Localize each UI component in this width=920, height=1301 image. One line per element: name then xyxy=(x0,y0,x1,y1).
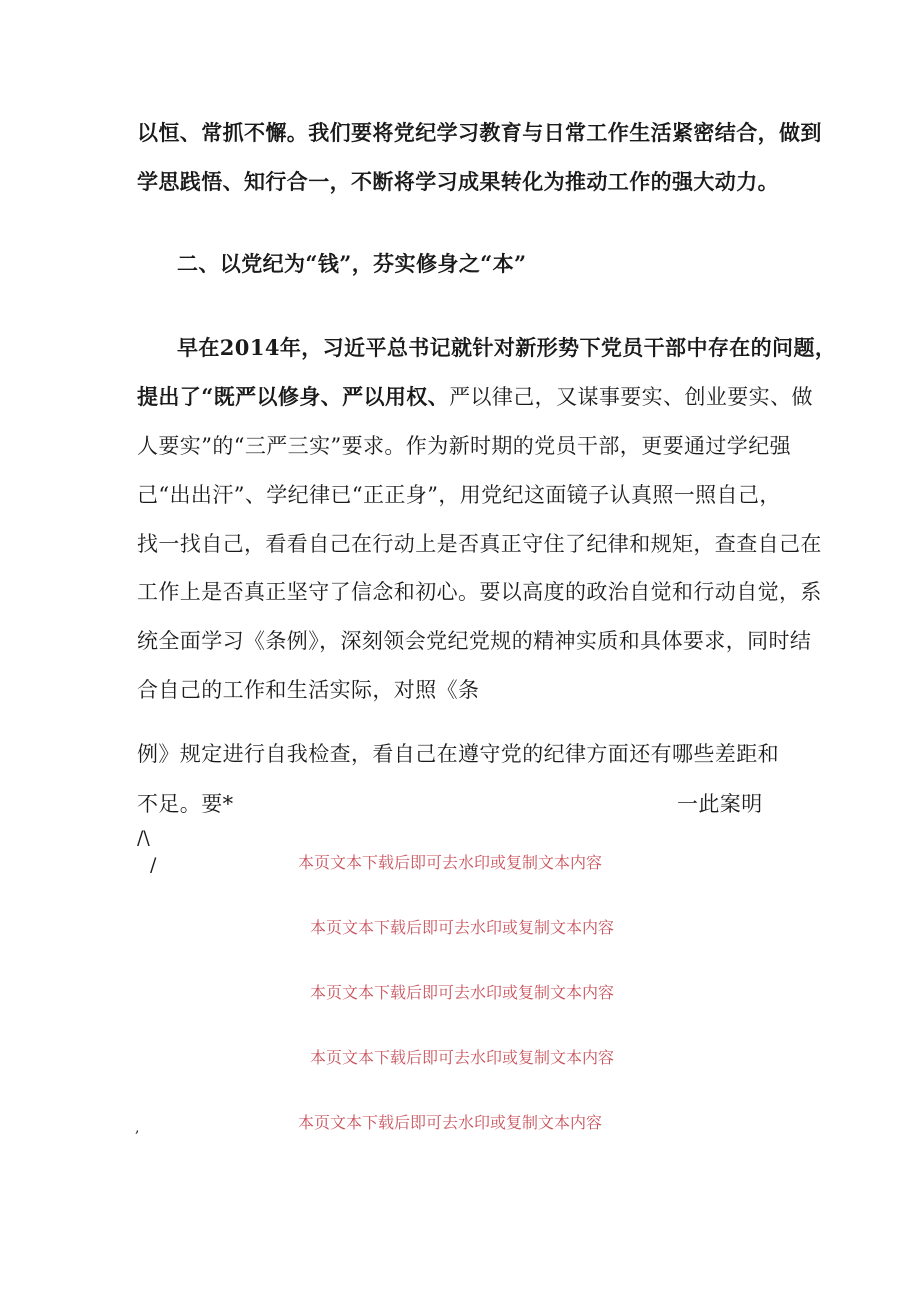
paragraph-line: 人要实”的“三严三实”要求。作为新时期的党员干部，更要通过学纪强 xyxy=(137,434,792,458)
paragraph-line: 合自己的工作和生活实际，对照《条 xyxy=(137,678,480,702)
watermark-text: 本页文本下载后即可去水印或复制文本内容 xyxy=(298,853,603,872)
stray-glyph: , xyxy=(135,1120,140,1136)
section-heading: 二、以党纪为“钱”，芬实修身之“本” xyxy=(177,251,527,276)
paragraph-line: 工作上是否真正坚守了信念和初心。要以高度的政治自觉和行动自觉，系 xyxy=(137,580,822,604)
bold-span: 提出了“既严以修身、严以用权、 xyxy=(137,384,450,409)
stray-glyph: /\ xyxy=(137,827,150,849)
paragraph-line: 己“出出汗”、学纪律已“正正身”，用党纪这面镜子认真照一照自己， xyxy=(137,483,781,507)
paragraph-line: 以恒、常抓不懈。我们要将党纪学习教育与日常工作生活紧密结合，做到 xyxy=(137,120,822,145)
stray-glyph: / xyxy=(150,854,157,876)
watermark-text: 本页文本下载后即可去水印或复制文本内容 xyxy=(310,1048,615,1067)
paragraph-line: 统全面学习《条例》，深刻领会党纪党规的精神实质和具体要求，同时结 xyxy=(137,629,812,653)
paragraph-line: 早在2014年，习近平总书记就针对新形势下党员干部中存在的问题， xyxy=(177,335,837,360)
watermark-text: 本页文本下载后即可去水印或复制文本内容 xyxy=(298,1113,603,1132)
paragraph-line xyxy=(137,382,813,412)
paragraph-line: 不足。要* xyxy=(137,792,234,816)
watermark-text: 本页文本下载后即可去水印或复制文本内容 xyxy=(310,983,615,1002)
paragraph-line: 学思践悟、知行合一，不断将学习成果转化为推动工作的强大动力。 xyxy=(137,169,779,194)
watermark-text: 本页文本下载后即可去水印或复制文本内容 xyxy=(310,918,615,937)
paragraph-line: 例》规定进行自我检查，看自己在遵守党的纪律方面还有哪些差距和 xyxy=(137,742,779,766)
regular-span: 严以律己，又谋事要实、创业要实、做 xyxy=(449,385,813,409)
paragraph-line-fragment: 一此案明 xyxy=(677,792,763,816)
paragraph-line: 找一找自己，看看自己在行动上是否真正守住了纪律和规矩，查查自己在 xyxy=(137,532,822,556)
